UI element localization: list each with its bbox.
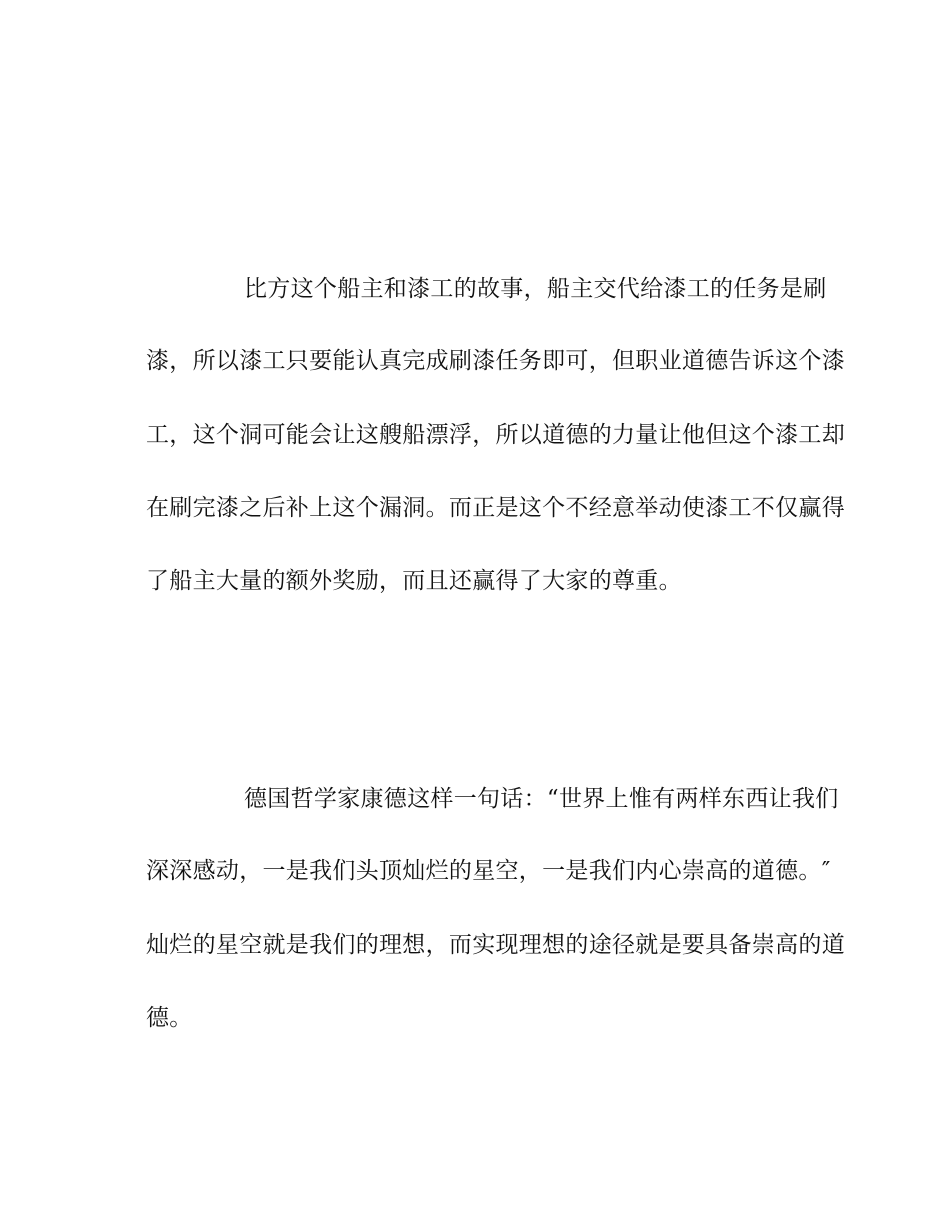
- paragraph-line: 了船主大量的额外奖励，而且还赢得了大家的尊重。: [146, 568, 682, 594]
- paragraph-line: 漆，所以漆工只要能认真完成刷漆任务即可，但职业道德告诉这个漆: [146, 348, 845, 374]
- paragraph-line: 深深感动，一是我们头顶灿烂的星空，一是我们内心崇高的道德。″: [146, 858, 831, 884]
- paragraph-line: 德国哲学家康德这样一句话：“世界上惟有两样东西让我们: [244, 786, 839, 812]
- paragraph-line: 比方这个船主和漆工的故事，船主交代给漆工的任务是刷: [244, 276, 827, 302]
- paragraph-line: 在刷完漆之后补上这个漏洞。而正是这个不经意举动使漆工不仅赢得: [146, 495, 845, 521]
- paragraph-line: 工，这个洞可能会让这艘船漂浮，所以道德的力量让他但这个漆工却: [146, 422, 845, 448]
- paragraph-line: 德。: [146, 1005, 193, 1031]
- paragraph-line: 灿烂的星空就是我们的理想，而实现理想的途径就是要具备崇高的道: [146, 932, 845, 958]
